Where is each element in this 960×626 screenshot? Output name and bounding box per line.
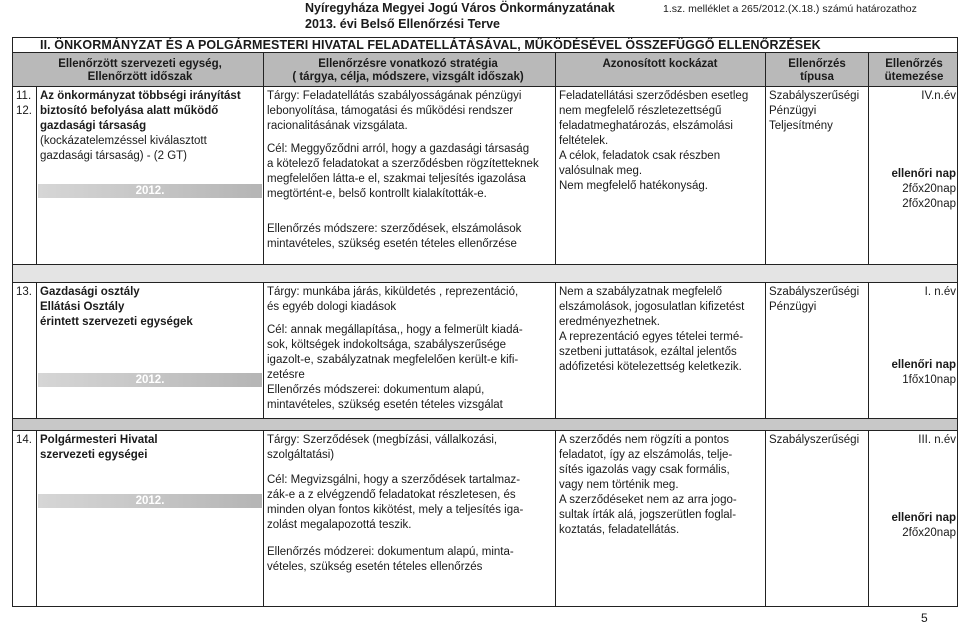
strategy-line: és egyéb dologi kiadások — [267, 301, 397, 313]
risk-line: feladatot, így az elszámolás, telje- — [559, 449, 733, 461]
document-title: Nyíregyháza Megyei Jogú Város Önkormányzatának — [305, 1, 615, 15]
type-line: Szabályszerűségi — [769, 90, 860, 102]
risk-line: vagy nem történik meg. — [559, 479, 679, 491]
risk-line: sítés igazolás vagy csak formális, — [559, 464, 730, 476]
row-number: 12. — [16, 105, 32, 117]
strategy-line: Ellenőrzés módszerei: dokumentum alapú, — [267, 384, 485, 396]
schedule-period: III. n.év — [918, 434, 956, 446]
audited-period-badge: 2012. — [38, 184, 262, 198]
unit-line: (kockázatelemzéssel kiválasztott — [40, 135, 207, 147]
row-number: 11. — [16, 90, 32, 102]
risk-line: adófizetési kötelezettség keletkezik. — [559, 361, 742, 373]
divider — [868, 52, 869, 607]
column-header-unit-line1: Ellenőrzött szervezeti egység, — [58, 58, 222, 70]
unit-line: biztosító befolyása alatt működő — [40, 105, 219, 117]
strategy-line: lebonyolítása, támogatási és működési rendszer — [267, 105, 514, 117]
schedule-period: I. n.év — [924, 286, 956, 298]
divider — [12, 264, 958, 265]
strategy-line: zák-e a z elvégzendő feladatokat részletesen, és — [267, 489, 516, 501]
divider — [765, 52, 766, 607]
type-line: Szabályszerűségi — [769, 434, 860, 446]
unit-cell — [40, 285, 193, 330]
type-cell — [769, 285, 859, 315]
unit-cell — [40, 89, 241, 164]
strategy-cell — [267, 433, 523, 575]
risk-line: sultak írták alá, jogszerütlen foglal- — [559, 509, 737, 521]
unit-line: Ellátási Osztály — [40, 301, 125, 313]
type-cell — [769, 433, 859, 448]
divider — [12, 430, 958, 431]
strategy-line: Tárgy: Feladatellátás szabályosságának pénzügyi — [267, 90, 522, 102]
unit-line: Az önkormányzat többségi irányítást — [40, 90, 241, 102]
strategy-line: vételes, szükség esetén tételes ellenőrzés — [267, 561, 483, 573]
column-header-risk — [556, 58, 764, 71]
risk-line: feltételek. — [559, 135, 609, 147]
risk-line: elszámolások, jogosulatlan kifizetést — [559, 301, 745, 313]
strategy-line: szolgáltatási) — [267, 449, 335, 461]
type-cell — [769, 89, 859, 134]
risk-line: A reprezentáció egyes tételei termé- — [559, 331, 744, 343]
risk-cell — [559, 89, 748, 194]
divider — [12, 86, 958, 87]
schedule-value: 2főx20nap — [902, 198, 956, 210]
strategy-line: Ellenőrzés módszere: szerződések, elszámolások — [267, 223, 522, 235]
strategy-line: megfelelően látta-e el, szakmai teljesítés igazolása — [267, 173, 526, 185]
schedule-period: IV.n.év — [921, 90, 956, 102]
divider — [36, 86, 37, 607]
strategy-line: a kötelező feladatokat a szerződésben rögzítetteknek — [267, 158, 539, 170]
section-title: II. ÖNKORMÁNYZAT ÉS A POLGÁRMESTERI HIVATAL FELADATELLÁTÁSÁVAL, MŰKÖDÉSÉVEL ÖSSZEFÜGGŐ ELLENŐRZÉSEK — [40, 38, 821, 52]
unit-line: érintett szervezeti egységek — [40, 316, 193, 328]
audited-period-badge: 2012. — [38, 373, 262, 387]
column-header-risk-line1: Azonosított kockázat — [602, 58, 718, 70]
risk-line: A célok, feladatok csak részben — [559, 150, 721, 162]
column-header-schedule-line1: Ellenőrzés — [885, 58, 943, 70]
risk-line: szetbeni juttatások, ezáltal jelentős — [559, 346, 737, 358]
divider — [12, 282, 958, 283]
strategy-line: Tárgy: munkába járás, kiküldetés , reprezentáció, — [267, 286, 519, 298]
divider — [555, 52, 556, 607]
unit-line: gazdasági társaság — [40, 120, 147, 132]
row-number: 14. — [16, 434, 32, 446]
strategy-line: Ellenőrzés módzerei: dokumentum alapú, minta- — [267, 546, 514, 558]
column-header-schedule-line2: ütemezése — [884, 71, 944, 83]
unit-line: szervezeti egységei — [40, 449, 148, 461]
risk-line: eredményezhetnek. — [559, 316, 661, 328]
column-header-strategy-line1: Ellenőrzésre vonatkozó stratégia — [318, 58, 498, 70]
unit-cell — [40, 433, 158, 463]
strategy-line: racionalitásának vizsgálata. — [267, 120, 408, 132]
unit-line: Gazdasági osztály — [40, 286, 140, 298]
strategy-line: Cél: annak megállapítása,, hogy a felmerült kiadá- — [267, 324, 523, 336]
column-header-type-line1: Ellenőrzés — [788, 58, 846, 70]
strategy-line: sok, költségek indokoltsága, szabályszerűsége — [267, 339, 507, 351]
risk-cell — [559, 433, 737, 538]
page-number: 5 — [921, 611, 928, 625]
schedule-value: 1főx10nap — [902, 374, 956, 386]
strategy-line: minden olyan fontos kikötést, mely a teljesítés iga- — [267, 504, 524, 516]
audited-period-badge: 2012. — [38, 494, 262, 508]
divider — [263, 52, 264, 607]
attachment-reference: 1.sz. melléklet a 265/2012.(X.18.) számú határozathoz — [663, 3, 917, 15]
strategy-line: zetésre — [267, 369, 305, 381]
type-line: Teljesítmény — [769, 120, 833, 132]
row-gap — [13, 418, 957, 430]
schedule-label: ellenőri nap — [891, 512, 956, 524]
risk-line: nem megfelelő részletezettségű — [559, 105, 722, 117]
risk-cell — [559, 285, 744, 375]
strategy-line: mintavételes, szükség esetén tételes ellenőrzése — [267, 238, 517, 250]
column-header-unit-line2: Ellenőrzött időszak — [87, 71, 193, 83]
type-line: Pénzügyi — [769, 301, 817, 313]
risk-line: feladatmeghatározás, elszámolási — [559, 120, 733, 132]
risk-line: Nem a szabályzatnak megfelelő — [559, 286, 722, 298]
column-header-strategy-line2: ( tárgya, célja, módszere, vizsgált időszak) — [292, 71, 524, 83]
risk-line: A szerződéseket nem az arra jogo- — [559, 494, 737, 506]
schedule-label: ellenőri nap — [891, 168, 956, 180]
strategy-cell — [267, 89, 539, 252]
strategy-line: Cél: Megvizsgálni, hogy a szerződések tartalmaz- — [267, 474, 521, 486]
risk-line: A szerződés nem rögzíti a pontos — [559, 434, 730, 446]
risk-line: valósulnak meg. — [559, 165, 643, 177]
strategy-line: Cél: Meggyőződni arról, hogy a gazdasági társaság — [267, 143, 530, 155]
schedule-value: 2főx20nap — [902, 183, 956, 195]
schedule-label: ellenőri nap — [891, 359, 956, 371]
document-subtitle: 2013. évi Belső Ellenőrzési Terve — [305, 17, 501, 31]
type-line: Pénzügyi — [769, 105, 817, 117]
divider — [12, 52, 958, 53]
strategy-cell — [267, 285, 523, 413]
row-gap — [13, 264, 957, 282]
strategy-line: zolást megalapozottá teszik. — [267, 519, 412, 531]
risk-line: Nem megfelelő hatékonyság. — [559, 180, 708, 192]
unit-line: Polgármesteri Hivatal — [40, 434, 158, 446]
row-number: 13. — [16, 286, 32, 298]
risk-line: koztatás, feladatellátás. — [559, 524, 680, 536]
risk-line: Feladatellátási szerződésben esetleg — [559, 90, 749, 102]
strategy-line: igazolt-e, szabályzatnak megfelelően került-e kifi- — [267, 354, 519, 366]
unit-line: gazdasági társaság) - (2 GT) — [40, 150, 188, 162]
type-line: Szabályszerűségi — [769, 286, 860, 298]
column-header-schedule — [870, 58, 958, 84]
column-header-type-line2: típusa — [800, 71, 834, 83]
divider — [12, 418, 958, 419]
strategy-line: megtörtént-e, belső kontrollt kialakították-e. — [267, 188, 487, 200]
column-header-strategy — [262, 58, 554, 84]
strategy-line: Tárgy: Szerződések (megbízási, vállalkozási, — [267, 434, 498, 446]
strategy-line: mintavételes, szükség esetén tételes vizsgálat — [267, 399, 503, 411]
column-header-type — [766, 58, 868, 84]
schedule-value: 2főx20nap — [902, 527, 956, 539]
column-header-unit — [20, 58, 260, 84]
